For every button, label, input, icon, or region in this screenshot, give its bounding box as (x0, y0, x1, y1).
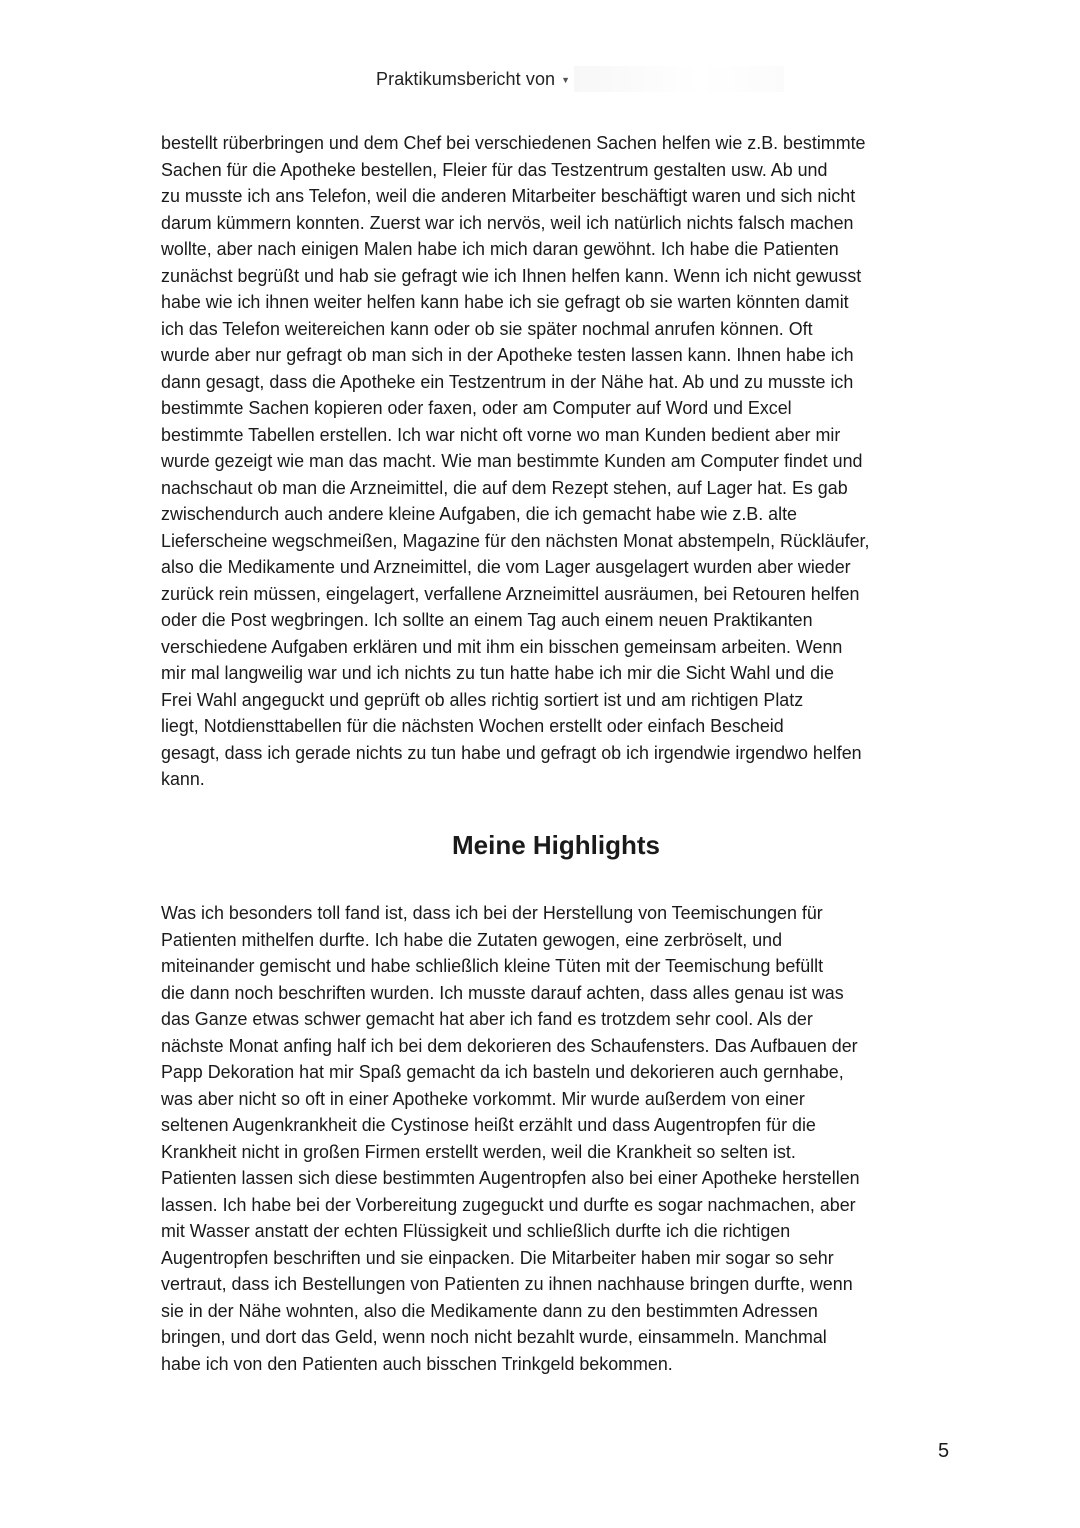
text-line: nächste Monat anfing half ich bei dem dekorieren des Schaufensters. Das Aufbauen der (161, 1035, 858, 1056)
redacted-name-area (574, 66, 784, 92)
text-line: mir mal langweilig war und ich nichts zu tun hatte habe ich mir die Sicht Wahl und die (161, 663, 834, 683)
text-line: seltenen Augenkrankheit die Cystinose heißt erzählt und dass Augentropfen für die (161, 1115, 816, 1135)
text-line: zurück rein müssen, eingelagert, verfallene Arzneimittel ausräumen, bei Retouren helfen (161, 583, 860, 604)
text-line: lassen. Ich habe bei der Vorbereitung zugeguckt und durfte es sogar nachmachen, aber (161, 1194, 856, 1215)
page-header (376, 66, 784, 92)
text-line: gesagt, dass ich gerade nichts zu tun habe und gefragt ob ich irgendwie irgendwo helfen (161, 742, 862, 763)
body-paragraph-2 (161, 900, 961, 1377)
text-line: bringen, und dort das Geld, wenn noch nicht bezahlt wurde, einsammeln. Manchmal (161, 1327, 827, 1347)
text-line: zwischendurch auch andere kleine Aufgaben, die ich gemacht habe wie z.B. alte (161, 504, 797, 524)
text-line: miteinander gemischt und habe schließlich kleine Tüten mit der Teemischung befüllt (161, 956, 824, 976)
text-line: darum kümmern konnten. Zuerst war ich nervös, weil ich natürlich nichts falsch machen (161, 212, 854, 233)
text-line: das Ganze etwas schwer gemacht hat aber ich fand es trotzdem sehr cool. Als der (161, 1009, 813, 1029)
text-line: bestellt rüberbringen und dem Chef bei verschiedenen Sachen helfen wie z.B. bestimmte (161, 133, 866, 153)
text-line: nachschaut ob man die Arzneimittel, die auf dem Rezept stehen, auf Lager hat. Es gab (161, 477, 848, 498)
text-line: was aber nicht so oft in einer Apotheke vorkommt. Mir wurde außerdem von einer (161, 1088, 805, 1109)
caret-down-icon: ▼ (561, 75, 571, 85)
text-line: Sachen für die Apotheke bestellen, Fleier für das Testzentrum gestalten usw. Ab und (161, 159, 828, 180)
text-line: bestimmte Tabellen erstellen. Ich war nicht oft vorne wo man Kunden bedient aber mir (161, 424, 841, 445)
text-line: vertraut, dass ich Bestellungen von Patienten zu ihnen nachhause bringen durfte, wenn (161, 1274, 853, 1294)
text-line: also die Medikamente und Arzneimittel, die vom Lager ausgelagert wurden aber wieder (161, 557, 851, 577)
section-heading: Meine Highlights (452, 830, 660, 860)
text-line: Lieferscheine wegschmeißen, Magazine für den nächsten Monat abstempeln, Rückläufer, (161, 530, 870, 551)
text-line: wurde aber nur gefragt ob man sich in der Apotheke testen lassen kann. Ihnen habe ich (161, 345, 854, 365)
text-line: kann. (161, 769, 205, 789)
text-line: sie in der Nähe wohnten, also die Medikamente dann zu den bestimmten Adressen (161, 1300, 818, 1321)
text-line: Frei Wahl angeguckt und geprüft ob alles richtig sortiert ist und am richtigen Platz (161, 689, 804, 710)
text-line: ich das Telefon weitereichen kann oder ob sie später nochmal anrufen können. Oft (161, 318, 813, 339)
text-line: Patienten mithelfen durfte. Ich habe die Zutaten gewogen, eine zerbröselt, und (161, 929, 783, 950)
text-line: wollte, aber nach einigen Malen habe ich mich daran gewöhnt. Ich habe die Patienten (161, 239, 839, 259)
text-line: habe ich von den Patienten auch bisschen Trinkgeld bekommen. (161, 1353, 673, 1374)
text-line: mit Wasser anstatt der echten Flüssigkeit und schließlich durfte ich die richtigen (161, 1221, 791, 1241)
text-line: Augentropfen beschriften und sie einpacken. Die Mitarbeiter haben mir sogar so sehr (161, 1247, 834, 1268)
text-line: die dann noch beschriften wurden. Ich musste darauf achten, dass alles genau ist was (161, 982, 844, 1003)
text-line: zunächst begrüßt und hab sie gefragt wie ich Ihnen helfen kann. Wenn ich nicht gewusst (161, 265, 862, 286)
text-line: Papp Dekoration hat mir Spaß gemacht da ich basteln und dekorieren auch gernhabe, (161, 1062, 844, 1082)
text-line: Patienten lassen sich diese bestimmten Augentropfen also bei einer Apotheke herstellen (161, 1168, 860, 1188)
text-line: zu musste ich ans Telefon, weil die anderen Mitarbeiter beschäftigt waren und sich nicht (161, 186, 856, 206)
text-line: verschiedene Aufgaben erklären und mit ihm ein bisschen gemeinsam arbeiten. Wenn (161, 636, 843, 657)
text-line: wurde gezeigt wie man das macht. Wie man bestimmte Kunden am Computer findet und (161, 451, 863, 471)
text-line: bestimmte Sachen kopieren oder faxen, oder am Computer auf Word und Excel (161, 398, 792, 418)
header-title: Praktikumsbericht von (376, 68, 556, 89)
text-line: Krankheit nicht in großen Firmen erstellt werden, weil die Krankheit so selten ist. (161, 1141, 796, 1162)
body-paragraph-1 (161, 130, 961, 793)
text-line: Was ich besonders toll fand ist, dass ich bei der Herstellung von Teemischungen für (161, 903, 823, 923)
text-line: oder die Post wegbringen. Ich sollte an einem Tag auch einem neuen Praktikanten (161, 610, 813, 630)
page-number: 5 (938, 1440, 950, 1462)
text-line: habe wie ich ihnen weiter helfen kann habe ich sie gefragt ob sie warten könnten damit (161, 292, 849, 312)
text-line: dann gesagt, dass die Apotheke ein Testzentrum in der Nähe hat. Ab und zu musste ich (161, 371, 854, 392)
text-line: liegt, Notdiensttabellen für die nächsten Wochen erstellt oder einfach Bescheid (161, 716, 784, 736)
